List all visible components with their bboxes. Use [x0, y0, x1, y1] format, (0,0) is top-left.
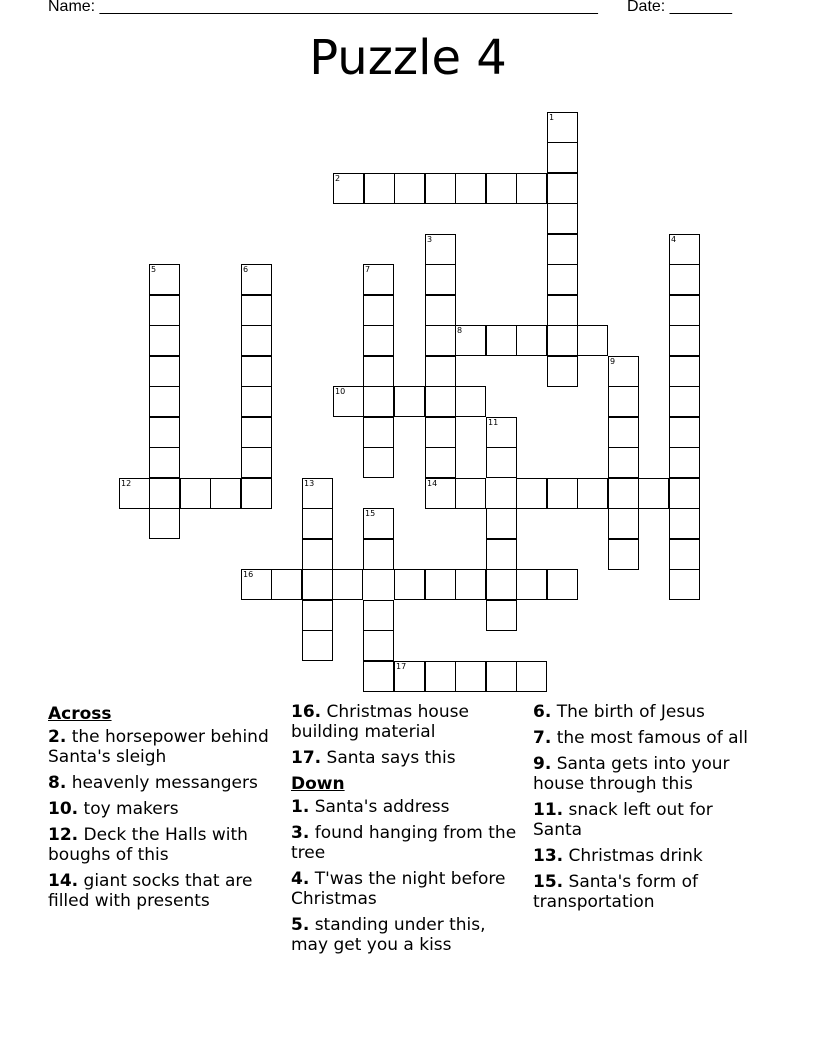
grid-cell[interactable]: [577, 325, 608, 356]
grid-cell[interactable]: [455, 325, 486, 356]
clue-text: standing under this, may get you a kiss: [291, 915, 486, 955]
grid-cell[interactable]: [394, 661, 425, 692]
grid-cell[interactable]: [547, 264, 578, 295]
grid-cell[interactable]: [149, 295, 180, 326]
grid-cell[interactable]: [333, 173, 364, 204]
grid-cell[interactable]: [363, 508, 394, 539]
cell-number: 16: [243, 570, 254, 579]
clue-down-7: [533, 728, 765, 748]
clue-text: the horsepower behind Santa's sleigh: [48, 727, 269, 767]
grid-cell[interactable]: [425, 447, 456, 478]
clue-text: The birth of Jesus: [556, 702, 705, 722]
grid-cell[interactable]: [149, 508, 180, 539]
clue-text: toy makers: [83, 799, 179, 819]
grid-cell[interactable]: [455, 173, 486, 204]
grid-cell[interactable]: [638, 478, 669, 509]
grid-cell[interactable]: [425, 386, 456, 417]
grid-cell[interactable]: [363, 264, 394, 295]
grid-cell[interactable]: [271, 569, 302, 600]
grid-cell[interactable]: [608, 417, 639, 448]
grid-cell[interactable]: [425, 417, 456, 448]
grid-cell[interactable]: [486, 569, 517, 600]
grid-cell[interactable]: [608, 508, 639, 539]
grid-cell[interactable]: [363, 539, 394, 570]
clue-down-11: [533, 800, 765, 840]
grid-cell[interactable]: [608, 478, 639, 509]
cell-number: 13: [304, 479, 315, 488]
clue-across-12: [48, 825, 280, 865]
grid-cell[interactable]: [486, 447, 517, 478]
grid-cell[interactable]: [363, 447, 394, 478]
clue-down-6: [533, 702, 765, 722]
grid-cell[interactable]: [516, 325, 547, 356]
clue-across-17: [291, 748, 523, 768]
grid-cell[interactable]: [425, 325, 456, 356]
grid-cell[interactable]: [394, 173, 425, 204]
clue-number: 13.: [533, 846, 564, 866]
grid-cell[interactable]: [669, 569, 700, 600]
cell-number: 14: [427, 479, 438, 488]
cell-number: 5: [151, 265, 157, 274]
grid-cell[interactable]: [669, 447, 700, 478]
cell-number: 4: [671, 235, 677, 244]
clue-text: heavenly messangers: [71, 773, 258, 793]
grid-cell[interactable]: [486, 325, 517, 356]
grid-cell[interactable]: [332, 569, 363, 600]
grid-cell[interactable]: [363, 630, 394, 661]
grid-cell[interactable]: [394, 386, 425, 417]
clue-number: 3.: [291, 823, 310, 843]
clue-number: 2.: [48, 727, 67, 747]
cell-number: 10: [335, 387, 346, 396]
grid-cell[interactable]: [547, 203, 578, 234]
grid-cell[interactable]: [241, 356, 272, 387]
grid-cell[interactable]: [149, 447, 180, 478]
grid-cell[interactable]: [669, 508, 700, 539]
clues-column-1: [48, 702, 280, 917]
grid-cell[interactable]: [363, 661, 394, 692]
grid-cell[interactable]: [547, 325, 578, 356]
cell-number: 8: [457, 326, 463, 335]
grid-cell[interactable]: [486, 539, 517, 570]
grid-cell[interactable]: [302, 539, 333, 570]
grid-cell[interactable]: [608, 386, 639, 417]
grid-cell[interactable]: [608, 447, 639, 478]
grid-cell[interactable]: [455, 661, 486, 692]
clue-down-1: [291, 797, 523, 817]
grid-cell[interactable]: [669, 478, 700, 509]
grid-cell[interactable]: [302, 600, 333, 631]
grid-cell[interactable]: [547, 234, 578, 265]
clue-across-16: [291, 702, 523, 742]
grid-cell[interactable]: [486, 173, 517, 204]
clue-down-5: [291, 915, 523, 955]
clue-text: Deck the Halls with boughs of this: [48, 825, 248, 865]
cell-number: 11: [488, 418, 499, 427]
clue-across-2: [48, 727, 280, 767]
grid-cell[interactable]: [302, 630, 333, 661]
cell-number: 15: [365, 509, 376, 518]
clue-text: Santa gets into your house through this: [533, 754, 730, 794]
grid-cell[interactable]: [425, 661, 456, 692]
grid-cell[interactable]: [241, 325, 272, 356]
grid-cell[interactable]: [486, 508, 517, 539]
clue-down-15: [533, 872, 765, 912]
grid-cell[interactable]: [210, 478, 241, 509]
grid-cell[interactable]: [516, 661, 547, 692]
grid-cell[interactable]: [669, 325, 700, 356]
cell-number: 9: [610, 357, 616, 366]
grid-cell[interactable]: [363, 356, 394, 387]
clue-number: 15.: [533, 872, 564, 892]
grid-cell[interactable]: [516, 478, 547, 509]
clue-number: 11.: [533, 800, 564, 820]
clue-number: 7.: [533, 728, 552, 748]
grid-cell[interactable]: [547, 295, 578, 326]
clue-text: Santa's form of transportation: [533, 872, 698, 912]
grid-cell[interactable]: [425, 356, 456, 387]
clue-number: 1.: [291, 797, 310, 817]
grid-cell[interactable]: [669, 386, 700, 417]
clues-column-2: [291, 702, 523, 961]
grid-cell[interactable]: [425, 478, 456, 509]
grid-cell[interactable]: [547, 112, 578, 143]
cell-number: 6: [243, 265, 249, 274]
clue-number: 4.: [291, 869, 310, 889]
grid-cell[interactable]: [149, 325, 180, 356]
clue-number: 6.: [533, 702, 552, 722]
grid-cell[interactable]: [149, 478, 180, 509]
grid-cell[interactable]: [577, 478, 608, 509]
clue-text: Christmas drink: [568, 846, 703, 866]
cell-number: 3: [427, 235, 433, 244]
grid-cell[interactable]: [149, 386, 180, 417]
grid-cell[interactable]: [425, 234, 456, 265]
grid-cell[interactable]: [149, 417, 180, 448]
clue-text: the most famous of all: [556, 728, 748, 748]
grid-cell[interactable]: [669, 417, 700, 448]
grid-cell[interactable]: [455, 478, 486, 509]
clue-text: giant socks that are filled with presents: [48, 871, 253, 911]
grid-cell[interactable]: [302, 508, 333, 539]
clue-down-9: [533, 754, 765, 794]
grid-cell[interactable]: [669, 264, 700, 295]
grid-cell[interactable]: [241, 478, 272, 509]
grid-cell[interactable]: [363, 325, 394, 356]
grid-cell[interactable]: [547, 356, 578, 387]
grid-cell[interactable]: [425, 569, 456, 600]
grid-cell[interactable]: [608, 539, 639, 570]
clue-number: 17.: [291, 748, 322, 768]
grid-cell[interactable]: [333, 386, 364, 417]
grid-cell[interactable]: [486, 600, 517, 631]
grid-cell[interactable]: [669, 356, 700, 387]
clue-text: snack left out for Santa: [533, 800, 713, 840]
grid-cell[interactable]: [486, 417, 517, 448]
page-title: Puzzle 4: [309, 30, 507, 86]
grid-cell[interactable]: [516, 173, 547, 204]
grid-cell[interactable]: [149, 356, 180, 387]
clue-text: Santa says this: [326, 748, 456, 768]
clue-down-3: [291, 823, 523, 863]
down-heading: Down: [291, 774, 345, 794]
clue-across-14: [48, 871, 280, 911]
cell-number: 12: [121, 479, 132, 488]
clue-number: 16.: [291, 702, 322, 722]
grid-cell[interactable]: [363, 417, 394, 448]
grid-cell[interactable]: [547, 142, 578, 173]
clue-number: 12.: [48, 825, 79, 845]
clue-down-13: [533, 846, 765, 866]
grid-cell[interactable]: [241, 569, 272, 600]
grid-cell[interactable]: [241, 447, 272, 478]
grid-cell[interactable]: [425, 264, 456, 295]
clue-text: T'was the night before Christmas: [291, 869, 506, 909]
clue-across-10: [48, 799, 280, 819]
grid-cell[interactable]: [241, 295, 272, 326]
clue-number: 5.: [291, 915, 310, 935]
grid-cell[interactable]: [180, 478, 211, 509]
grid-cell[interactable]: [547, 478, 578, 509]
grid-cell[interactable]: [149, 264, 180, 295]
clue-number: 14.: [48, 871, 79, 891]
grid-cell[interactable]: [669, 234, 700, 265]
grid-cell[interactable]: [425, 173, 456, 204]
clue-number: 10.: [48, 799, 79, 819]
grid-cell[interactable]: [547, 569, 578, 600]
clue-text: Santa's address: [314, 797, 450, 817]
grid-cell[interactable]: [241, 264, 272, 295]
grid-cell[interactable]: [486, 661, 517, 692]
clue-number: 8.: [48, 773, 67, 793]
clue-across-8: [48, 773, 280, 793]
grid-cell[interactable]: [547, 173, 578, 204]
grid-cell[interactable]: [669, 295, 700, 326]
grid-cell[interactable]: [425, 295, 456, 326]
grid-cell[interactable]: [119, 478, 150, 509]
across-heading: Across: [48, 704, 112, 724]
clue-text: Christmas house building material: [291, 702, 469, 742]
grid-cell[interactable]: [302, 478, 333, 509]
cell-number: 2: [335, 174, 341, 183]
clues-column-3: [533, 702, 765, 918]
grid-cell[interactable]: [241, 386, 272, 417]
grid-cell[interactable]: [394, 569, 425, 600]
grid-cell[interactable]: [241, 417, 272, 448]
grid-cell[interactable]: [363, 295, 394, 326]
grid-cell[interactable]: [455, 386, 486, 417]
cell-number: 1: [549, 113, 555, 122]
grid-cell[interactable]: [455, 569, 486, 600]
grid-cell[interactable]: [302, 569, 333, 600]
clue-text: found hanging from the tree: [291, 823, 517, 863]
clue-number: 9.: [533, 754, 552, 774]
clue-down-4: [291, 869, 523, 909]
date-field[interactable]: Date: _______: [627, 0, 732, 15]
name-field[interactable]: Name: ________________________________________________________: [48, 0, 598, 15]
grid-cell[interactable]: [363, 386, 394, 417]
cell-number: 7: [365, 265, 371, 274]
grid-cell[interactable]: [364, 173, 395, 204]
grid-cell[interactable]: [516, 569, 547, 600]
cell-number: 17: [396, 662, 407, 671]
grid-cell[interactable]: [608, 356, 639, 387]
grid-cell[interactable]: [363, 600, 394, 631]
grid-cell[interactable]: [669, 539, 700, 570]
